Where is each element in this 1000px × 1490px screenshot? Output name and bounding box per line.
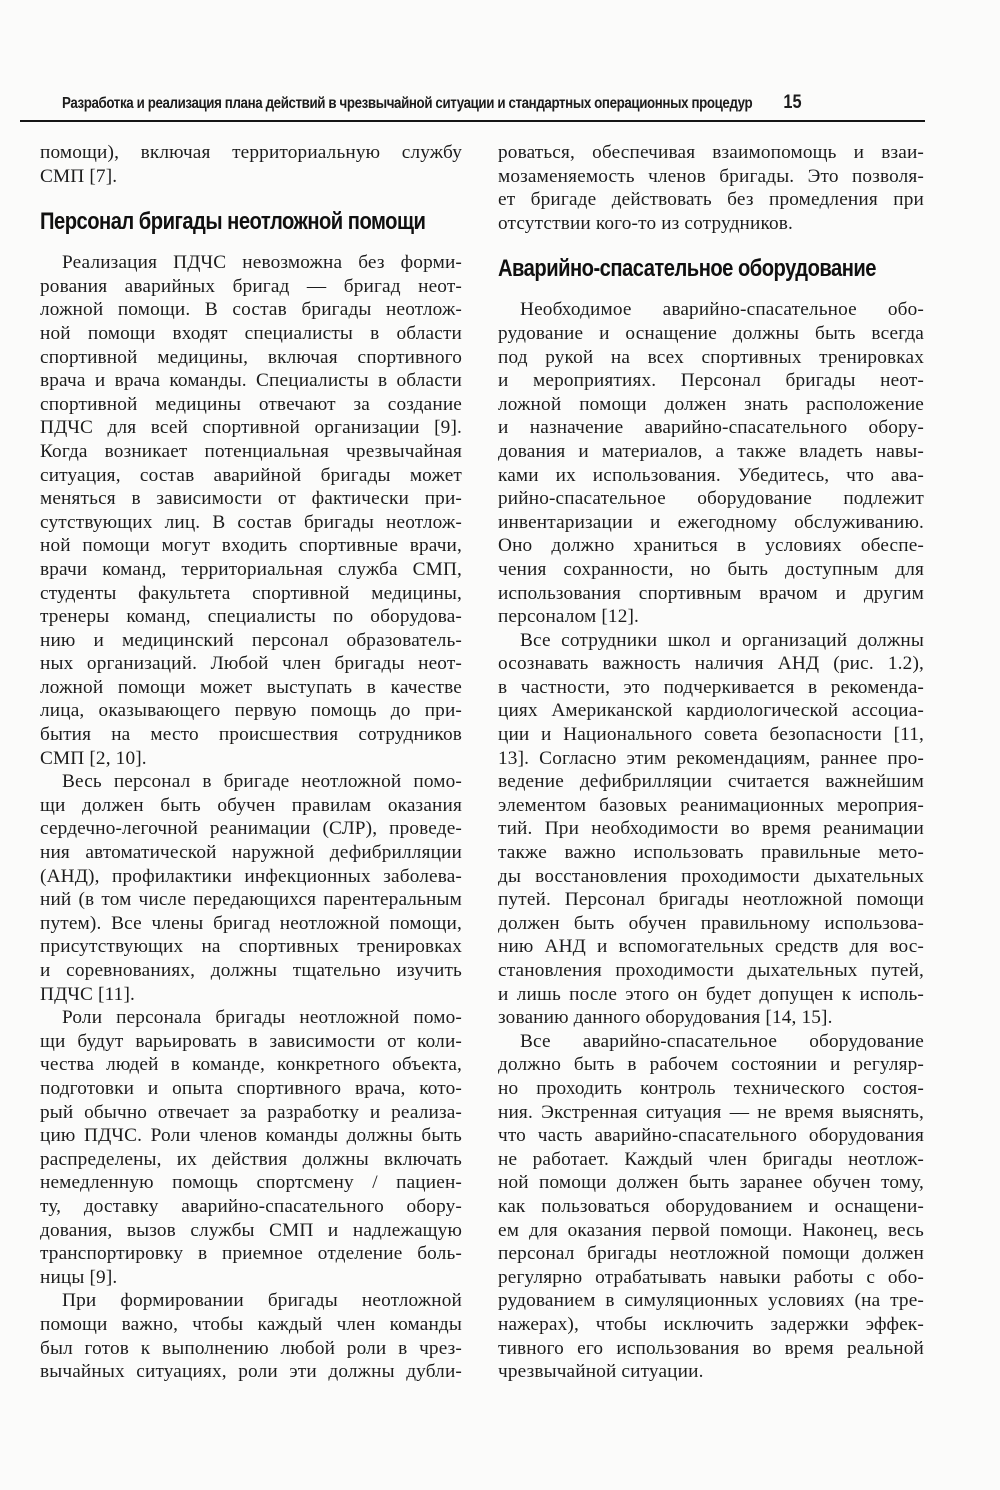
text-line: транспортировку в приемное отделение боль- bbox=[40, 1243, 462, 1265]
text-line: спортивной медицины, включая спортивного bbox=[40, 346, 462, 368]
text-line: Роли персонала бригады неотложной помо- bbox=[62, 1007, 462, 1029]
text-line: что часть аварийно-спасательного оборудования bbox=[498, 1125, 924, 1147]
text-line: и назначение аварийно-спасательного обору- bbox=[498, 417, 924, 439]
text-line: врача и врача команды. Специалисты в области bbox=[40, 370, 462, 392]
text-line: был готов к выполнению любой роли в чрез- bbox=[40, 1337, 462, 1359]
text-line: 13]. Согласно этим рекомендациям, раннее про- bbox=[498, 747, 924, 769]
text-line: помощи важно, чтобы каждый член команды bbox=[40, 1313, 462, 1335]
text-line: и соревнованиях, должны тщательно изучить bbox=[40, 960, 462, 981]
section-heading: Персонал бригады неотложной помощи bbox=[40, 208, 426, 236]
text-line: щи будут варьировать в зависимости от коли- bbox=[40, 1030, 462, 1052]
text-line: элементом базовых реанимационных мероприя- bbox=[498, 794, 924, 816]
text-line: ной помощи входят специалисты в области bbox=[40, 322, 462, 344]
text-line: но проходить контроль технического состоя- bbox=[498, 1077, 924, 1099]
text-line: ет бригаде действовать без промедления при bbox=[498, 189, 924, 211]
paragraph bbox=[40, 1289, 462, 1383]
text-line: персонал бригады неотложной помощи должен bbox=[498, 1243, 924, 1265]
paragraph bbox=[498, 1030, 924, 1384]
text-line: рудование и оснащение должны быть всегда bbox=[498, 322, 924, 344]
text-line: чрезвычайной ситуации. bbox=[498, 1361, 704, 1383]
text-line: ных организаций. Любой член бригады неот- bbox=[40, 653, 462, 675]
text-line: инвентаризации и ежегодному обслуживанию. bbox=[498, 511, 924, 533]
text-line: ния. Экстренная ситуация — не время выяснять, bbox=[498, 1101, 924, 1123]
text-line: цию ПДЧС. Роли членов команды должны быть bbox=[40, 1125, 462, 1147]
text-line: ложной помощи должен знать расположение bbox=[498, 393, 924, 415]
text-line: и лишь после этого он будет допущен к исполь- bbox=[498, 983, 924, 1005]
text-line: ем для оказания первой помощи. Наконец, весь bbox=[498, 1219, 924, 1241]
text-line: СМП [2, 10]. bbox=[40, 747, 147, 769]
section-heading: Аварийно-спасательное оборудование bbox=[498, 255, 877, 283]
continued-paragraph bbox=[40, 141, 462, 188]
continued-paragraph bbox=[498, 141, 924, 235]
text-line: чества людей в команде, конкретного объекта, bbox=[40, 1054, 462, 1076]
text-line: СМП [7]. bbox=[40, 165, 118, 187]
text-line: тивного его использования во время реальной bbox=[498, 1337, 924, 1359]
text-line: также важно использовать правильные мето- bbox=[498, 842, 924, 864]
text-line: лица, оказывающего первую помощь до при- bbox=[40, 700, 462, 722]
text-line: и мероприятиях. Персонал бригады неот- bbox=[498, 370, 924, 392]
text-line: должно быть в рабочем состоянии и регуляр- bbox=[498, 1054, 924, 1076]
text-line: под рукой на всех спортивных тренировках bbox=[498, 346, 924, 368]
text-line: дования и материалов, а также владеть навы- bbox=[498, 440, 924, 462]
header-rule bbox=[20, 120, 925, 122]
text-line: сутствующих лиц. В состав бригады неотлож- bbox=[40, 511, 462, 533]
text-line: Оно должно храниться в условиях обеспе- bbox=[498, 535, 924, 557]
text-line: Все аварийно-спасательное оборудование bbox=[520, 1030, 924, 1052]
text-line: сердечно-легочной реанимации (СЛР), проведе- bbox=[40, 818, 462, 840]
text-line: ции и Национального совета безопасности [11, bbox=[498, 724, 924, 746]
right-column bbox=[498, 141, 924, 1384]
text-line: дования, вызов службы СМП и надлежащую bbox=[40, 1219, 462, 1241]
page-number: 15 bbox=[783, 92, 802, 113]
text-line: ПДЧС [11]. bbox=[40, 983, 136, 1005]
text-line: должен быть обучен правильному использова- bbox=[498, 912, 924, 934]
text-line: использования спортивным врачом и другим bbox=[498, 582, 924, 604]
text-line: ту, доставку аварийно-спасательного обору- bbox=[40, 1195, 462, 1217]
text-line: Необходимое аварийно-спасательное обо- bbox=[520, 299, 924, 321]
text-line: помощи), включая территориальную службу bbox=[40, 142, 462, 163]
left-column bbox=[40, 141, 462, 1384]
paragraph bbox=[40, 1006, 462, 1289]
text-line: осознавать важность наличия АНД (рис. 1.2), bbox=[498, 653, 924, 675]
running-head bbox=[62, 92, 802, 114]
text-line: нажерах), чтобы исключить задержки эффек- bbox=[498, 1313, 924, 1335]
text-line: не работает. Каждый член бригады неотлож- bbox=[498, 1148, 924, 1170]
text-line: присутствующих на спортивных тренировках bbox=[40, 936, 462, 958]
text-line: рудованием в симуляционных условиях (на тре- bbox=[498, 1290, 924, 1312]
text-line: ной помощи должен быть заранее обучен тому, bbox=[498, 1172, 924, 1194]
text-line: распределены, их действия должны включать bbox=[40, 1148, 462, 1170]
text-line: рийно-спасательное оборудование подлежит bbox=[498, 488, 924, 510]
text-line: При формировании бригады неотложной bbox=[62, 1290, 462, 1312]
text-line: нию и медицинский персонал образователь- bbox=[40, 629, 462, 651]
paragraph bbox=[498, 298, 924, 628]
text-line: меняться в зависимости от фактически при- bbox=[40, 488, 462, 510]
text-line: студенты факультета спортивной медицины, bbox=[40, 582, 462, 604]
text-line: тренеры команд, специалисты по оборудова- bbox=[40, 606, 462, 628]
text-line: ведение дефибрилляции считается важнейшим bbox=[498, 771, 924, 793]
text-line: Когда возникает потенциальная чрезвычайная bbox=[40, 440, 462, 462]
text-line: регулярно отрабатывать навыки работы с обо- bbox=[498, 1266, 924, 1288]
text-line: чения сохранности, но быть доступным для bbox=[498, 558, 924, 580]
paragraph bbox=[40, 251, 462, 770]
text-line: зованию данного оборудования [14, 15]. bbox=[498, 1007, 833, 1029]
running-head-title: Разработка и реализация плана действий в чрезвычайной ситуации и стандартных операционных процедур bbox=[62, 95, 753, 112]
text-line: подготовки и опыта спортивного врача, кото- bbox=[40, 1077, 462, 1099]
text-line: ды восстановления проходимости дыхательных bbox=[498, 865, 924, 887]
text-line: рования аварийных бригад — бригад неот- bbox=[40, 275, 462, 297]
text-line: как пользоваться оборудованием и оснащени- bbox=[498, 1195, 924, 1217]
text-line: ками их использования. Убедитесь, что ава- bbox=[498, 464, 924, 486]
text-line: бытия на место происшествия сотрудников bbox=[40, 724, 462, 746]
text-line: врачи команд, территориальная служба СМП, bbox=[40, 558, 462, 580]
text-line: роваться, обеспечивая взаимопомощь и взаи- bbox=[498, 142, 924, 163]
text-line: ницы [9]. bbox=[40, 1266, 118, 1288]
text-line: персоналом [12]. bbox=[498, 606, 640, 628]
text-line: становления проходимости дыхательных путей, bbox=[498, 960, 924, 981]
text-line: мозаменяемость членов бригады. Это позволя- bbox=[498, 165, 924, 187]
text-line: Все сотрудники школ и организаций должны bbox=[520, 629, 924, 651]
text-line: путем). Все члены бригад неотложной помощи, bbox=[40, 912, 462, 934]
text-line: ПДЧС для всей спортивной организации [9]. bbox=[40, 417, 462, 439]
text-line: вычайных ситуациях, роли эти должны дубли- bbox=[40, 1361, 462, 1383]
text-line: нию АНД и вспомогательных средств для вос- bbox=[498, 936, 924, 958]
paragraph bbox=[40, 770, 462, 1006]
text-line: ной помощи могут входить спортивные врачи, bbox=[40, 535, 462, 557]
text-line: ситуация, состав аварийной бригады может bbox=[40, 464, 462, 486]
text-line: Реализация ПДЧС невозможна без форми- bbox=[62, 252, 462, 274]
text-line: циях Американской кардиологической ассоциа- bbox=[498, 700, 924, 722]
text-line: спортивной медицины отвечают за создание bbox=[40, 393, 462, 415]
text-line: немедленную помощь спортсмену / пациен- bbox=[40, 1172, 462, 1194]
text-line: ний (в том числе передающихся парентеральным bbox=[40, 889, 462, 911]
text-line: щи должен быть обучен правилам оказания bbox=[40, 794, 462, 816]
text-line: тий. При необходимости во время реанимации bbox=[498, 818, 924, 840]
text-line: Весь персонал в бригаде неотложной помо- bbox=[62, 771, 462, 793]
text-line: ложной помощи. В состав бригады неотлож- bbox=[40, 299, 462, 321]
text-line: рый обычно отвечает за разработку и реализа- bbox=[40, 1101, 462, 1123]
text-line: в частности, это подчеркивается в рекоменда- bbox=[498, 676, 924, 698]
text-line: путей. Персонал бригады неотложной помощи bbox=[498, 889, 924, 911]
text-line: ния автоматической наружной дефибрилляции bbox=[40, 842, 462, 864]
text-line: ложной помощи может выступать в качестве bbox=[40, 676, 462, 698]
text-line: (АНД), профилактики инфекционных заболева- bbox=[40, 865, 462, 887]
paragraph bbox=[498, 629, 924, 1030]
text-line: отсутствии кого-то из сотрудников. bbox=[498, 212, 794, 234]
